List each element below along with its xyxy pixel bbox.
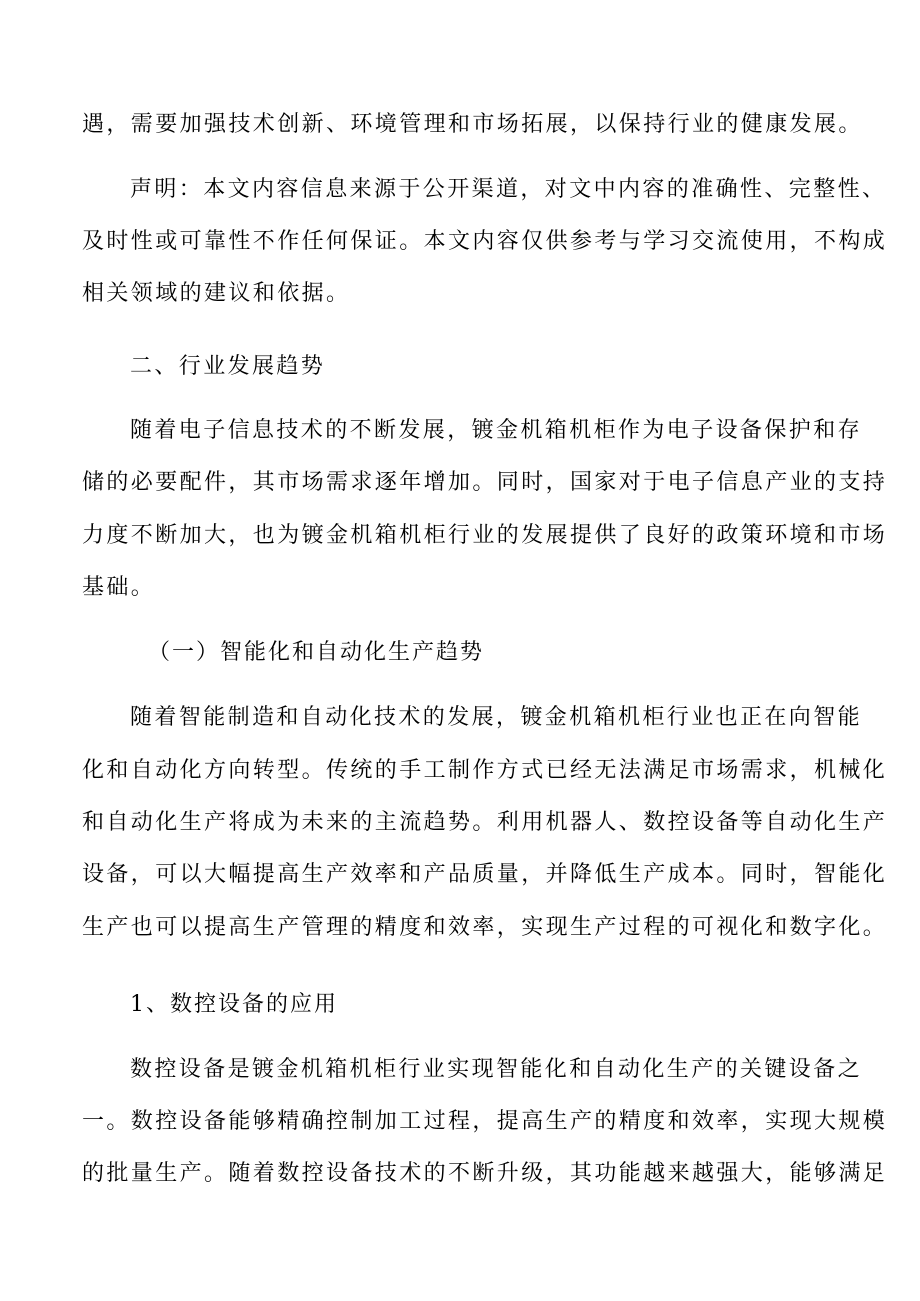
paragraph-line: 设备，可以大幅提高生产效率和产品质量，并降低生产成本。同时，智能化 xyxy=(82,862,888,887)
subsection-heading: （一）智能化和自动化生产趋势 xyxy=(148,640,485,665)
paragraph-line: 遇，需要加强技术创新、环境管理和市场拓展，以保持行业的健康发展。 xyxy=(82,112,863,137)
paragraph-line: 一。数控设备能够精确控制加工过程，提高生产的精度和效率，实现大规模 xyxy=(82,1109,888,1134)
paragraph-line: 随着电子信息技术的不断发展，镀金机箱机柜作为电子设备保护和存 xyxy=(130,418,863,443)
paragraph-line: 的批量生产。随着数控设备技术的不断升级，其功能越来越强大，能够满足 xyxy=(82,1161,888,1186)
paragraph-line: 力度不断加大，也为镀金机箱机柜行业的发展提供了良好的政策环境和市场 xyxy=(82,523,888,548)
paragraph-line: 随着智能制造和自动化技术的发展，镀金机箱机柜行业也正在向智能 xyxy=(130,705,863,730)
paragraph-line: 和自动化生产将成为未来的主流趋势。利用机器人、数控设备等自动化生产 xyxy=(82,810,888,835)
item-heading: 1、数控设备的应用 xyxy=(130,992,338,1017)
paragraph-line: 基础。 xyxy=(82,575,156,600)
section-heading: 二、行业发展趋势 xyxy=(130,354,326,379)
paragraph-line: 储的必要配件，其市场需求逐年增加。同时，国家对于电子信息产业的支持 xyxy=(82,470,888,495)
paragraph-line: 数控设备是镀金机箱机柜行业实现智能化和自动化生产的关键设备之 xyxy=(130,1057,863,1082)
disclaimer-line: 声明：本文内容信息来源于公开渠道，对文中内容的准确性、完整性、 xyxy=(130,177,887,202)
disclaimer-line: 相关领域的建议和依据。 xyxy=(82,281,351,306)
disclaimer-line: 及时性或可靠性不作任何保证。本文内容仅供参考与学习交流使用，不构成 xyxy=(82,229,888,254)
paragraph-line: 化和自动化方向转型。传统的手工制作方式已经无法满足市场需求，机械化 xyxy=(82,758,888,783)
paragraph-line: 生产也可以提高生产管理的精度和效率，实现生产过程的可视化和数字化。 xyxy=(82,915,888,940)
